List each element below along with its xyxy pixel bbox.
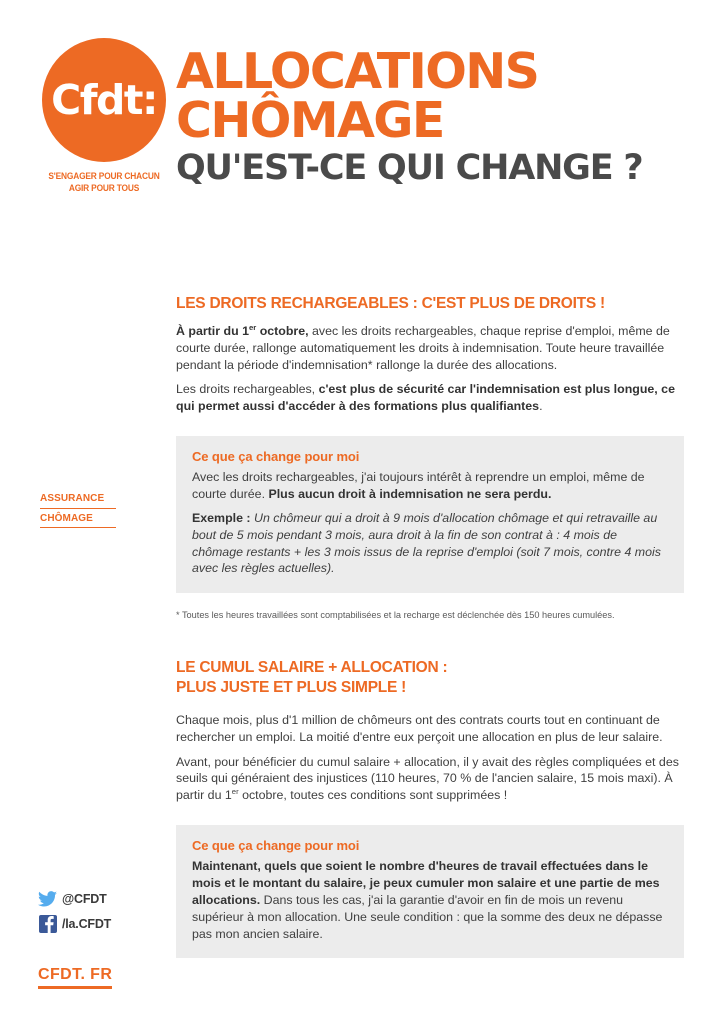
twitter-handle: @CFDT bbox=[62, 891, 107, 906]
facebook-link[interactable] bbox=[38, 913, 258, 934]
page-title bbox=[176, 43, 643, 149]
section-1-paragraph-2-start: Les droits rechargeables, bbox=[176, 382, 319, 397]
callout-1-title: Ce que ça change pour moi bbox=[192, 449, 360, 465]
callout-1-example-label: Exemple : bbox=[192, 510, 251, 525]
title-block bbox=[176, 43, 643, 188]
callout-box-1 bbox=[176, 436, 684, 593]
facebook-f-icon bbox=[38, 914, 57, 933]
section-1-paragraph-1-rest: avec les droits rechargeables, chaque reprise d'emploi, même de courte durée, rallonge automatiquement les droits à indemnisation. Toute heure travaillée pendant la période d'indemnisation* rallonge la durée des allocations. bbox=[176, 323, 670, 372]
cfdt-logo-block bbox=[38, 38, 170, 194]
twitter-link[interactable] bbox=[38, 888, 258, 909]
callout-2-paragraph-1 bbox=[192, 858, 668, 942]
twitter-bird-icon bbox=[38, 889, 57, 908]
section-1-paragraph-2-bold: c'est plus de sécurité car l'indemnisation est plus longue, ce qui permet aussi d'accéder à des formations plus qualifiantes bbox=[176, 382, 675, 414]
section-2-paragraph-2-a: Avant, pour bénéficier du cumul salaire + allocation, il y avait des règles compliquées et des seuils qui généraient des injustices (110 heures, 70 % de l'ancien salaire, 15 mois maxi). À partir du 1 bbox=[176, 754, 679, 803]
section-2-heading-line2: PLUS JUSTE ET PLUS SIMPLE ! bbox=[176, 679, 407, 697]
side-label-line2: CHÔMAGE bbox=[40, 511, 116, 529]
section-2-heading bbox=[176, 658, 684, 698]
section-1-paragraph-1 bbox=[176, 323, 684, 374]
section-1-footnote: * Toutes les heures travaillées sont comptabilisées et la recharge est déclenchée dès 150 heures cumulées. bbox=[176, 610, 615, 621]
section-droits-rechargeables bbox=[176, 294, 684, 622]
section-1-paragraph-1-bold: À partir du 1er octobre, bbox=[176, 322, 309, 338]
section-2-paragraph-1: Chaque mois, plus d'1 million de chômeurs ont des contrats courts tout en continuant de rechercher un emploi. La moitié d'entre eux perçoit une allocation en plus de leur salaire. bbox=[176, 712, 663, 744]
callout-1-paragraph-2 bbox=[192, 510, 668, 577]
cfdt-tagline-line2: AGIR POUR TOUS bbox=[68, 182, 140, 194]
content-column bbox=[176, 294, 684, 958]
site-url-link[interactable]: CFDT. FR bbox=[38, 966, 112, 989]
superscript-er-2: er bbox=[231, 787, 239, 797]
callout-1-paragraph-1 bbox=[192, 469, 668, 503]
section-1-paragraph-2 bbox=[176, 381, 684, 415]
header bbox=[0, 0, 724, 230]
cfdt-logo-circle-icon bbox=[42, 38, 166, 162]
side-label-line1: ASSURANCE bbox=[40, 491, 116, 509]
page-subtitle: QU'EST-CE QUI CHANGE ? bbox=[176, 148, 643, 188]
section-2-paragraph-2 bbox=[176, 754, 684, 805]
cfdt-wordmark: Cfdt: bbox=[51, 75, 157, 124]
callout-1-paragraph-1-bold: Plus aucun droit à indemnisation ne sera perdu. bbox=[268, 486, 552, 501]
callout-2-title: Ce que ça change pour moi bbox=[192, 838, 360, 854]
callout-2-paragraph-1-rest: Dans tous les cas, j'ai la garantie d'avoir en fin de mois un revenu supérieur à mon allocation. Une seule condition : que la somme des deux ne dépasse pas mon ancien salaire. bbox=[192, 892, 663, 941]
cfdt-tagline bbox=[46, 171, 162, 194]
page-title-line2: CHÔMAGE bbox=[176, 91, 444, 149]
section-2-heading-line1: LE CUMUL SALAIRE + ALLOCATION : bbox=[176, 659, 448, 677]
section-1-paragraph-2-end: . bbox=[539, 399, 543, 414]
page-title-line1: ALLOCATIONS bbox=[176, 43, 539, 100]
callout-1-paragraph-1-start: Avec les droits rechargeables, j'ai toujours intérêt à reprendre un emploi, même de courte durée. bbox=[192, 470, 645, 501]
callout-2-paragraph-1-bold: Maintenant, quels que soient le nombre d'heures de travail effectuées dans le mois et le montant du salaire, je peux cumuler mon salaire et une partie de mes allocations. bbox=[192, 859, 660, 907]
section-2-paragraph-2-b: octobre, toutes ces conditions sont supprimées ! bbox=[238, 788, 508, 803]
facebook-icon-box bbox=[39, 915, 57, 933]
facebook-handle: /la.CFDT bbox=[62, 916, 112, 931]
side-label-assurance-chomage bbox=[40, 491, 160, 530]
footer-social bbox=[38, 888, 258, 938]
section-1-heading: LES DROITS RECHARGEABLES : C'EST PLUS DE DROITS ! bbox=[176, 295, 605, 312]
cfdt-tagline-line1: S'ENGAGER POUR CHACUN bbox=[48, 171, 160, 182]
superscript-er: er bbox=[248, 322, 257, 332]
section-spacer bbox=[176, 622, 684, 658]
callout-1-example-text: Un chômeur qui a droit à 9 mois d'allocation chômage et qui retravaille au bout de 5 mois pendant 3 mois, aura droit à la fin de son contrat à : 4 mois de chômage restants + les 3 mois issus de la reprise d'emploi (soit 7 mois, contre 4 mois avec les règles actuelles). bbox=[192, 510, 661, 576]
